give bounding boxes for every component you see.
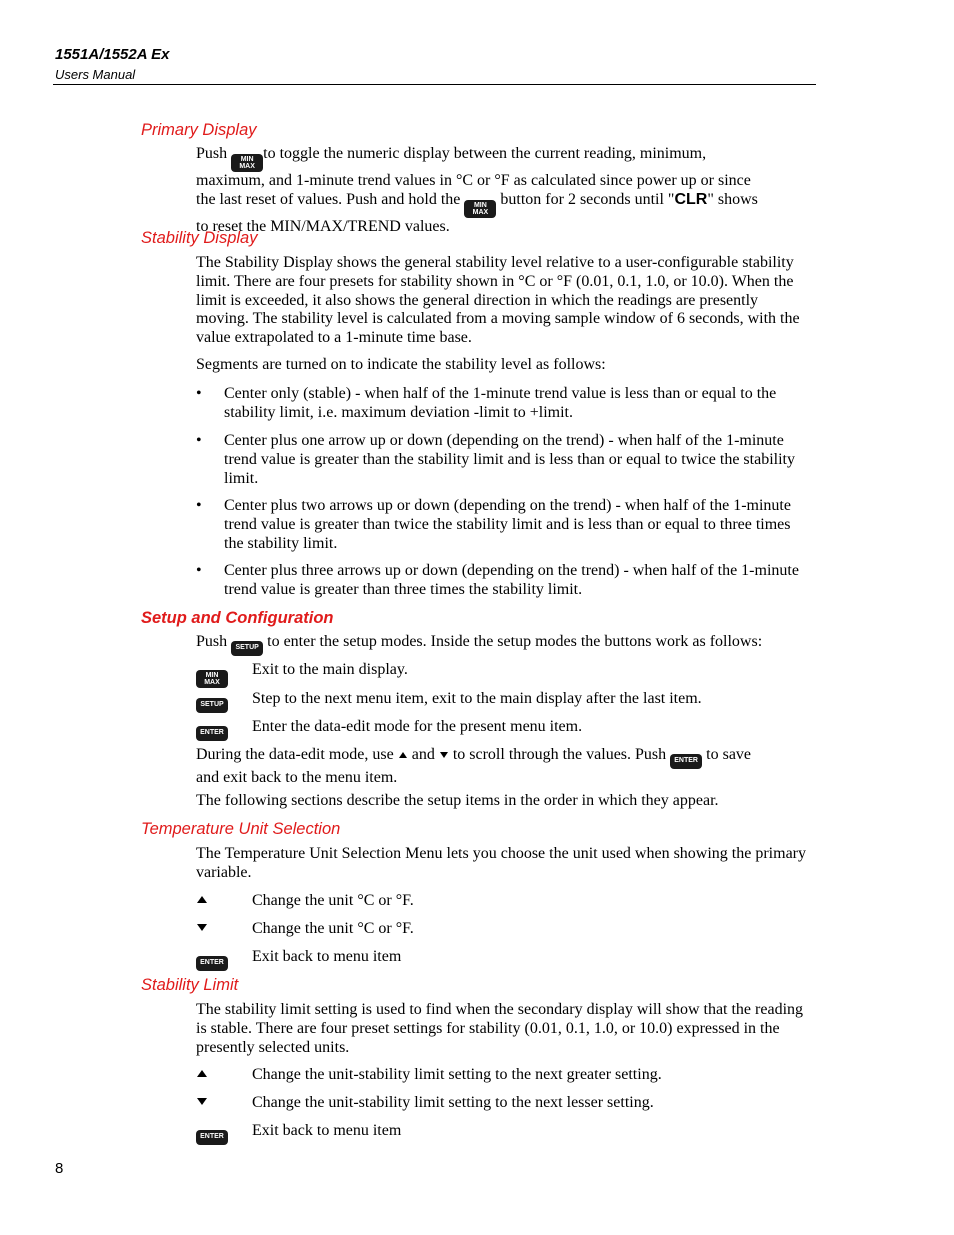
heading-stability-display: Stability Display — [141, 229, 258, 247]
setup-key-description: Step to the next menu item, exit to the main display after the last item. — [252, 690, 702, 707]
primary-display-paragraph — [196, 145, 808, 237]
stability-display-paragraph: The Stability Display shows the general stability level relative to a user-configurable stability limit. There are four presets for stability shown in °C or °F (0.01, 0.1, 1.0, or 10.0). When the limit is exceeded, it also shows the general direction in which the readings are presently moving. The stability level is calculated from a moving sample window of 6 seconds, with the value extrapolated to a 1-minute time base. — [196, 254, 800, 347]
setup-key-row — [196, 718, 808, 738]
key-label: MIN — [240, 156, 254, 163]
list-item-text: Center plus one arrow up or down (depending on the trend) - when half of the 1-minute trend value is greater than the stability limit and is less than or equal to twice the stability limit. — [224, 432, 795, 487]
key-label: MAX — [472, 208, 489, 216]
temp-unit-description: Exit back to menu item — [252, 948, 402, 965]
document-subtitle: Users Manual — [55, 67, 136, 82]
list-item-text: Center plus two arrows up or down (depending on the trend) - when half of the 1-minute trend value is greater than twice the stability limit and is less than or equal to three times the stability limit. — [224, 497, 791, 552]
arrow-up-icon — [398, 751, 408, 759]
key-label: MIN — [473, 201, 487, 209]
min-max-key-icon — [464, 200, 496, 218]
text: Push — [196, 145, 232, 162]
text: the last reset of values. Push and hold the — [196, 190, 465, 208]
enter-key-icon: ENTER — [196, 726, 228, 741]
temp-unit-row — [196, 920, 808, 940]
text: and exit back to the menu item. — [196, 768, 398, 786]
stability-limit-description: Change the unit-stability limit setting to the next lesser setting. — [252, 1094, 654, 1111]
text: During the data-edit mode, use — [196, 746, 398, 763]
stability-limit-row — [196, 1122, 808, 1142]
clr-display-text: CLR — [674, 190, 708, 208]
text: " shows — [707, 190, 758, 208]
heading-setup-configuration: Setup and Configuration — [141, 609, 334, 627]
list-item-text: Center plus three arrows up or down (depending on the trend) - when half of the 1-minute trend value is greater than three times the stability limit. — [224, 562, 799, 598]
list-item — [196, 497, 808, 553]
text: to save — [702, 746, 752, 763]
text: to enter the setup modes. Inside the setup modes the buttons work as follows: — [263, 633, 763, 650]
setup-key-row — [196, 661, 808, 686]
list-item — [196, 562, 808, 600]
stability-limit-paragraph: The stability limit setting is used to find when the secondary display will show that the reading is stable. There are four preset settings for stability (0.01, 0.1, 1.0, or 10.0) expressed in the presently selected units. — [196, 1001, 804, 1056]
heading-temperature-unit: Temperature Unit Selection — [141, 820, 341, 838]
arrow-up-icon — [196, 1069, 208, 1079]
arrow-down-icon — [196, 1097, 208, 1107]
min-max-key-icon — [231, 154, 263, 172]
key-label: MIN — [205, 672, 219, 679]
arrow-up-icon — [196, 895, 208, 905]
data-edit-paragraph — [196, 746, 808, 788]
temp-unit-description: Change the unit °C or °F. — [252, 892, 414, 909]
list-item — [196, 385, 808, 423]
setup-intro-paragraph — [196, 633, 808, 656]
text: to toggle the numeric display between the current reading, minimum, — [263, 145, 707, 162]
heading-primary-display: Primary Display — [141, 121, 257, 139]
arrow-down-icon — [439, 751, 449, 759]
enter-key-icon: ENTER — [196, 1130, 228, 1145]
text: to reset the MIN/MAX/TREND values. — [196, 217, 450, 235]
arrow-down-icon — [196, 923, 208, 933]
bullet-icon: • — [196, 432, 202, 449]
temp-unit-row — [196, 892, 808, 912]
temp-unit-description: Change the unit °C or °F. — [252, 920, 414, 937]
enter-key-icon: ENTER — [670, 754, 702, 769]
list-item-text: Center only (stable) - when half of the 1-minute trend value is less than or equal to the stability limit, i.e. maximum deviation -limit to +limit. — [224, 385, 777, 421]
text: Push — [196, 633, 232, 650]
temp-unit-row — [196, 948, 808, 968]
page-number: 8 — [55, 1160, 64, 1177]
text: and — [407, 746, 439, 763]
stability-limit-row — [196, 1066, 808, 1086]
header-rule — [53, 84, 816, 85]
heading-stability-limit: Stability Limit — [141, 976, 239, 994]
key-label: MAX — [204, 679, 220, 686]
text: to scroll through the values. Push — [448, 746, 671, 763]
setup-key-icon: SETUP — [196, 698, 228, 713]
list-item — [196, 432, 808, 488]
text: maximum, and 1-minute trend values in °C or °F as calculated since power up or since — [196, 172, 751, 189]
setup-following-paragraph: The following sections describe the setup items in the order in which they appear. — [196, 792, 719, 809]
stability-limit-row — [196, 1094, 808, 1114]
setup-key-icon: SETUP — [231, 641, 263, 656]
document-model: 1551A/1552A Ex — [55, 46, 170, 63]
key-label: MAX — [239, 163, 255, 170]
setup-key-description: Enter the data-edit mode for the present menu item. — [252, 718, 583, 735]
text: button for 2 seconds until " — [496, 190, 675, 208]
enter-key-icon: ENTER — [196, 956, 228, 971]
setup-key-description: Exit to the main display. — [252, 661, 408, 678]
setup-key-row — [196, 690, 808, 710]
bullet-icon: • — [196, 497, 202, 514]
min-max-key-icon — [196, 670, 228, 688]
bullet-icon: • — [196, 385, 202, 402]
stability-limit-description: Change the unit-stability limit setting to the next greater setting. — [252, 1066, 662, 1083]
bullet-icon: • — [196, 562, 202, 579]
temperature-unit-paragraph: The Temperature Unit Selection Menu lets you choose the unit used when showing the primary variable. — [196, 845, 806, 881]
stability-limit-description: Exit back to menu item — [252, 1122, 402, 1139]
segments-intro-paragraph: Segments are turned on to indicate the stability level as follows: — [196, 356, 606, 373]
